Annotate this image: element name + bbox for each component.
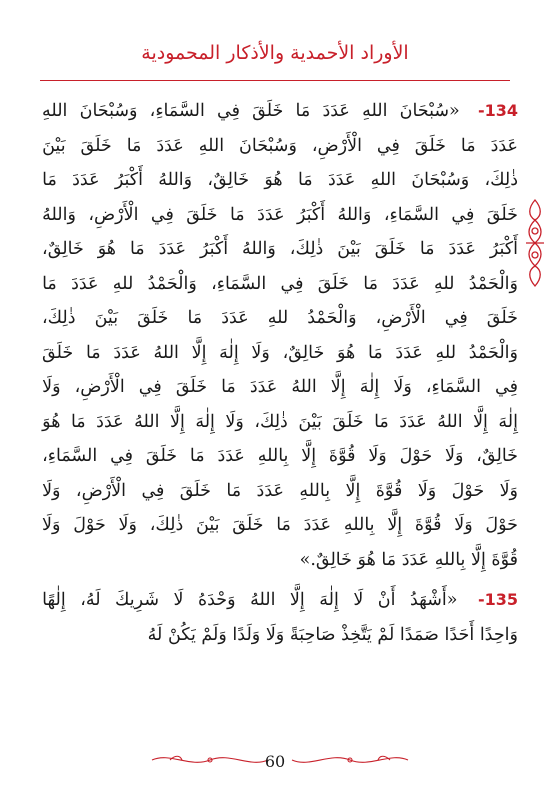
text-line: فِي السَّمَاءِ، وَلَا إِلٰهَ إِلَّا اللهُ عَدَدَ مَا خَلَقَ فِي الْأَرْضِ، وَلَا <box>42 377 518 397</box>
text-line: وَالْحَمْدُ للهِ عَدَدَ مَا خَلَقَ فِي السَّمَاءِ، وَالْحَمْدُ للهِ عَدَدَ مَا <box>42 273 518 294</box>
text-line: أَكْبَرُ عَدَدَ مَا خَلَقَ بَيْنَ ذٰلِكَ، وَاللهُ أَكْبَرُ عَدَدَ مَا هُوَ خَالِقٌ، <box>42 239 518 259</box>
paragraph-number: -135 <box>477 590 518 609</box>
text-body <box>42 94 518 652</box>
paragraph-number: -134 <box>477 101 518 120</box>
text-line: ذٰلِكَ، وَسُبْحَانَ اللهِ عَدَدَ مَا هُوَ خَالِقٌ، وَاللهُ أَكْبَرُ عَدَدَ مَا <box>42 170 518 190</box>
text-line: حَوْلَ وَلَا قُوَّةَ إِلَّا بِاللهِ عَدَدَ مَا خَلَقَ بَيْنَ ذٰلِكَ، وَلَا حَوْلَ وَلَا <box>42 515 518 535</box>
footer-ornament-right-icon <box>290 750 410 770</box>
text-line: وَلَا حَوْلَ وَلَا قُوَّةَ إِلَّا بِاللهِ عَدَدَ مَا خَلَقَ فِي الْأَرْضِ، وَلَا <box>42 480 518 501</box>
running-header: الأوراد الأحمدية والأذكار المحمودية <box>141 42 409 64</box>
text-line: إِلٰهَ إِلَّا اللهُ عَدَدَ مَا خَلَقَ بَيْنَ ذٰلِكَ، وَلَا إِلٰهَ إِلَّا اللهُ عَدَدَ مَا هُوَ <box>42 411 518 432</box>
header-rule <box>40 80 510 81</box>
paragraph-134 <box>42 94 518 577</box>
text-line: خَالِقٌ، وَلَا حَوْلَ وَلَا قُوَّةَ إِلَّا بِاللهِ عَدَدَ مَا خَلَقَ فِي السَّمَاءِ، <box>42 446 518 466</box>
paragraph-135 <box>42 583 518 652</box>
text-line: عَدَدَ مَا خَلَقَ فِي الْأَرْضِ، وَسُبْحَانَ اللهِ عَدَدَ مَا خَلَقَ بَيْنَ <box>42 135 518 156</box>
text-line: وَاحِدًا أَحَدًا صَمَدًا لَمْ يَتَّخِذْ صَاحِبَةً وَلَا وَلَدًا وَلَمْ يَكُنْ لَهُ <box>147 624 518 645</box>
text-line: خَلَقَ فِي السَّمَاءِ، وَاللهُ أَكْبَرُ عَدَدَ مَا خَلَقَ فِي الْأَرْضِ، وَاللهُ <box>42 204 518 225</box>
text-line: خَلَقَ فِي الْأَرْضِ، وَالْحَمْدُ للهِ عَدَدَ مَا خَلَقَ بَيْنَ ذٰلِكَ، <box>42 308 518 328</box>
page-number: 60 <box>264 752 286 771</box>
text-line: -135 «أَشْهَدُ أَنْ لَا إِلٰهَ إِلَّا اللهُ وَحْدَهُ لَا شَرِيكَ لَهُ، إِلٰهًا <box>42 583 518 618</box>
text-line: -134 «سُبْحَانَ اللهِ عَدَدَ مَا خَلَقَ فِي السَّمَاءِ، وَسُبْحَانَ اللهِ <box>42 94 518 129</box>
text-line: وَالْحَمْدُ للهِ عَدَدَ مَا هُوَ خَالِقٌ، وَلَا إِلٰهَ إِلَّا اللهُ عَدَدَ مَا خَلَقَ <box>42 342 518 363</box>
text-line: قُوَّةَ إِلَّا بِاللهِ عَدَدَ مَا هُوَ خَالِقٌ.» <box>299 549 518 570</box>
side-ornament-icon <box>524 198 546 288</box>
